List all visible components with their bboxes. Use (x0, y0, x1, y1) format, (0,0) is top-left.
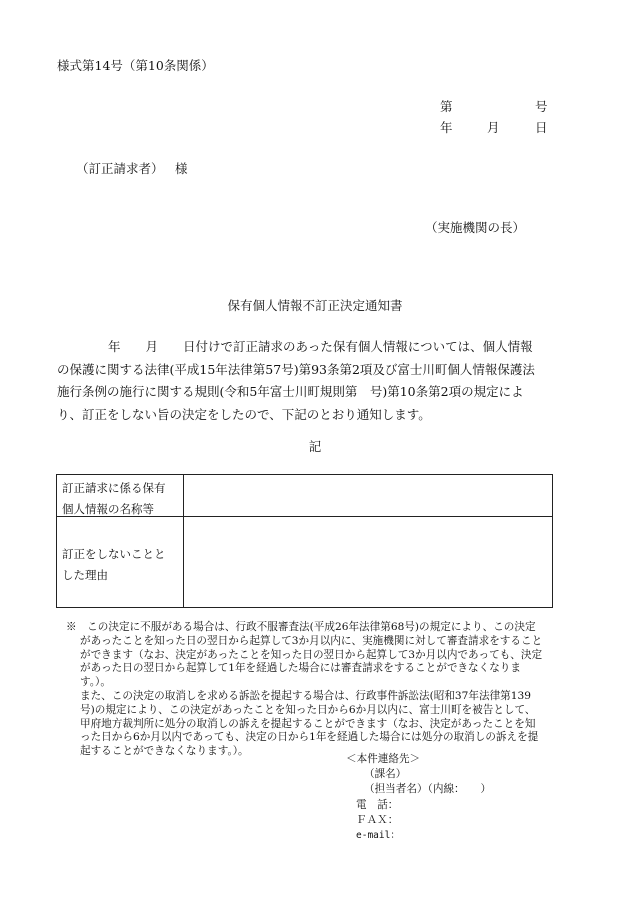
note-line: 号)の規定により、この決定があったことを知った日から6か月以内に、富士川町を被告として、 (80, 703, 536, 716)
form-number: 様式第14号（第10条関係） (57, 58, 214, 73)
document-number-suffix: 号 (535, 99, 548, 114)
note-line: また、この決定の取消しを求める訴訟を提起する場合は、行政事件訴訟法(昭和37年法律第139 (80, 689, 531, 702)
body-text (57, 336, 572, 426)
contact-fax: ＦＡＸ： (356, 813, 399, 826)
body-line: 施行条例の施行に関する規則(令和5年富士川町規則第 号)第10条第2項の規定によ (57, 384, 524, 399)
contact-block (346, 752, 491, 843)
note-line: す。）。 (80, 676, 111, 689)
document-number-prefix: 第 (440, 99, 453, 114)
note-line: った日から6か月以内であっても、決定の日から1年を経過した場合には処分の取消しの訴えを提 (80, 731, 539, 744)
contact-phone: 電 話： (356, 798, 399, 811)
contact-heading: ＜本件連絡先＞ (346, 753, 421, 765)
table-label-line: 訂正請求に係る保有 (62, 481, 166, 495)
document-title: 保有個人情報不訂正決定通知書 (227, 298, 403, 313)
date-day-label: 日 (535, 120, 548, 135)
body-line: り、訂正をしない旨の決定をしたので、下記のとおり通知します。 (57, 406, 431, 422)
note-line: があったことを知った日の翌日から起算して3か月以内に、実施機関に対して審査請求をすること (80, 634, 543, 647)
note-line: ができます（なお、決定があったことを知った日の翌日から起算して3か月以内であっても、決定 (80, 648, 543, 661)
date-year-label: 年 (440, 120, 453, 135)
table-label-cell (57, 517, 184, 607)
table-label-line: した理由 (62, 568, 108, 582)
table-label-line: 個人情報の名称等 (62, 502, 154, 516)
body-line: 年 月 日付けで訂正請求のあった保有個人情報については、個人情報 (108, 339, 533, 354)
issuer-name: （実施機関の長） (425, 220, 526, 235)
note-line: ※ この決定に不服がある場合は、行政不服審査法(平成26年法律第68号)の規定により、この決定 (66, 621, 536, 633)
contact-person: （担当者名）（内線： ） (364, 783, 492, 796)
body-line: の保護に関する法律(平成15年法律第57号)第93条第2項及び富士川町個人情報保護法 (57, 361, 535, 377)
info-name-field[interactable] (184, 475, 552, 516)
reason-field[interactable] (184, 517, 552, 607)
info-table (56, 474, 553, 608)
table-label-cell (57, 475, 184, 516)
note-line: があった日の翌日から起算して1年を経過した場合には審査請求をすることができなくなりま (80, 662, 521, 675)
note-line: 起することができなくなります。）。 (80, 745, 249, 758)
contact-section: （課名） (364, 768, 407, 781)
notes (66, 621, 566, 759)
addressee-name: （訂正請求者） (76, 161, 164, 176)
addressee-honorific: 様 (175, 161, 188, 176)
contact-email: e-mail： (356, 830, 400, 842)
table-row (57, 517, 552, 607)
table-row (57, 475, 552, 517)
ki-heading: 記 (308, 439, 322, 454)
table-label-line: 訂正をしないことと (62, 547, 166, 561)
date-month-label: 月 (487, 120, 500, 135)
note-line: 甲府地方裁判所に処分の取消しの訴えを提起することができます（なお、決定があったことを知 (80, 717, 536, 730)
